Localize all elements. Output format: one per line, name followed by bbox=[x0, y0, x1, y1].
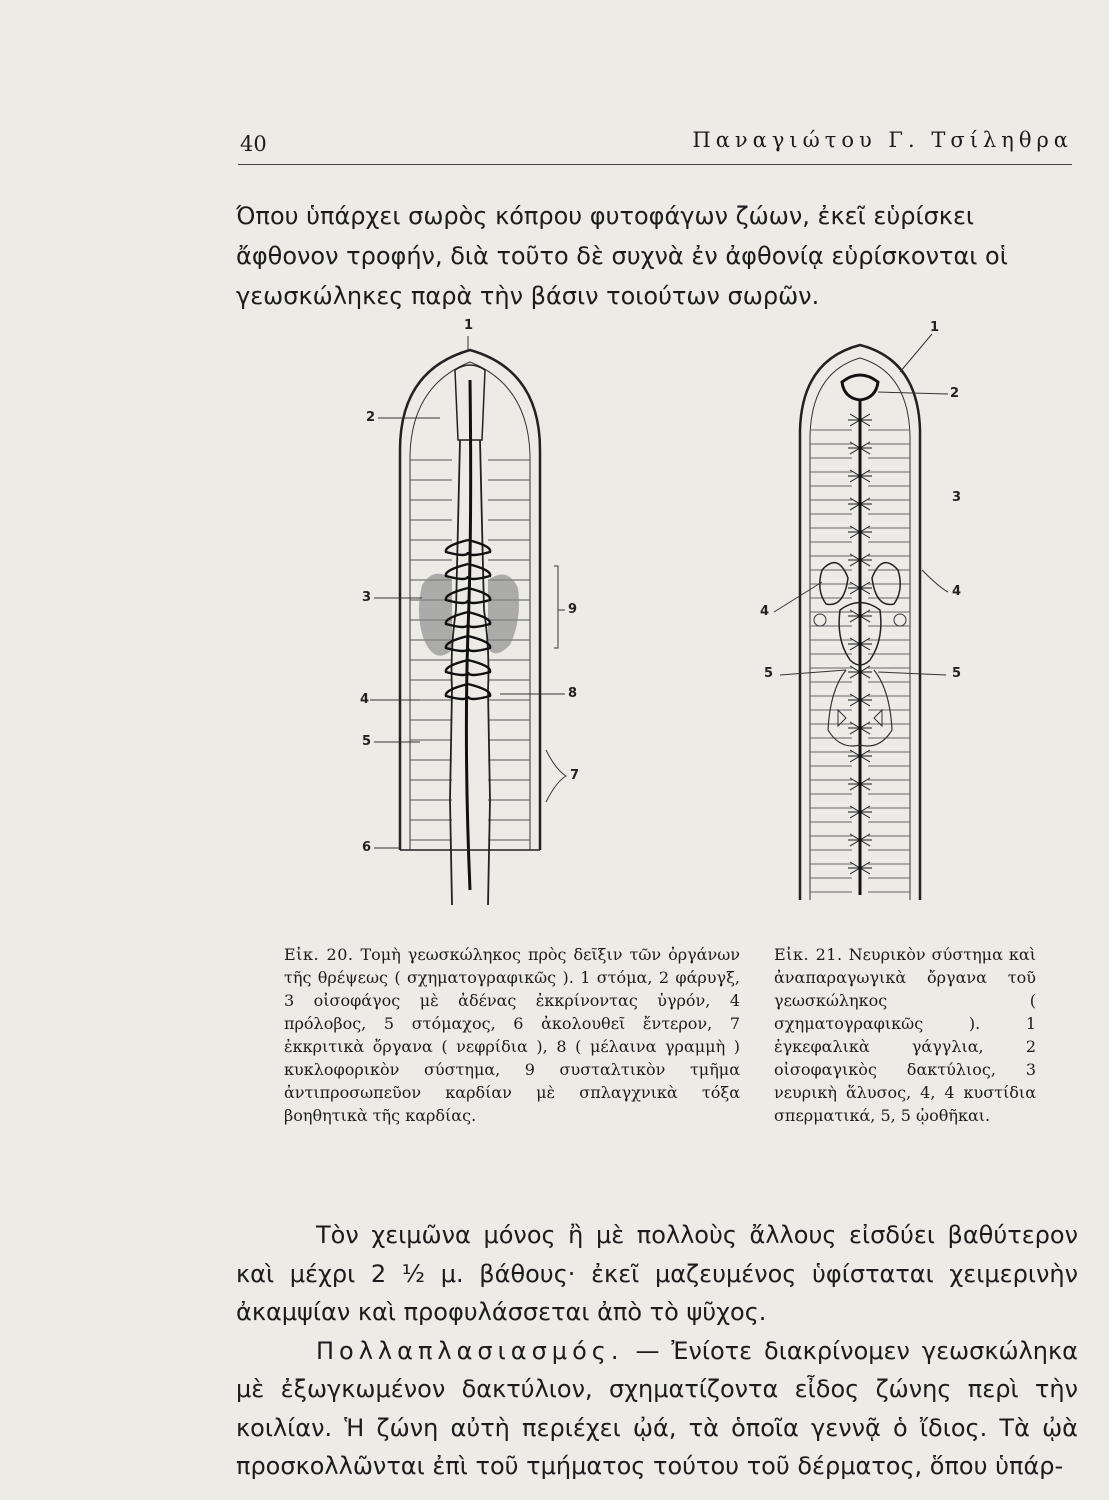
intro-paragraph bbox=[236, 196, 1076, 316]
fig20-label-3: 3 bbox=[362, 590, 372, 605]
fig20-label-4: 4 bbox=[360, 692, 370, 707]
fig21-label-3: 3 bbox=[952, 490, 962, 505]
figure-20-caption-text: Τομὴ γεωσκώληκος πρὸς δεῖξιν τῶν ὀργάνων τῆς θρέψεως ( σχηματογραφικῶς ). 1 στόμα, 2 φάρυγξ, 3 οἰσοφάγος μὲ ἀδένας ἐκκρίνοντας ὑγρόν, 4 πρόλοβος, 5 στόμαχος, 6 ἀκολουθεῖ ἔντερον, 7 ἐκκριτικὰ ὄργανα ( νεφρίδια ), 8 ( μέλαινα γραμμὴ ) κυκλοφορικὸν σύστημα, 9 συσταλτικὸν τμῆμα ἀντιπροσωπεῦον καρδίαν μὲ σπλαγχνικὰ τόξα βοηθητικὰ τῆς καρδίας. bbox=[284, 945, 740, 1125]
running-header-author: Παναγιώτου Γ. Τσίληθρα bbox=[692, 128, 1073, 152]
fig20-label-9: 9 bbox=[568, 602, 578, 617]
fig20-label-5: 5 bbox=[362, 734, 372, 749]
header-rule bbox=[238, 164, 1072, 165]
page-number: 40 bbox=[240, 132, 267, 156]
fig20-label-2: 2 bbox=[366, 410, 376, 425]
fig20-label-7: 7 bbox=[570, 768, 580, 783]
body-paragraph-2 bbox=[236, 1332, 1078, 1486]
fig21-label-1: 1 bbox=[930, 320, 940, 335]
body-paragraph-2-text: — Ἐνίοτε διακρίνομεν γεωσκώληκα μὲ ἐξωγκωμένον δακτύλιον, σχηματίζοντα εἶδος ζώνης περὶ τὴν κοιλίαν. Ἡ ζώνη αὐτὴ περιέχει ᾠά, τὰ ὁποῖα γεννᾷ ὁ ἴδιος. Τὰ ᾠὰ προσκολλῶνται ἐπὶ τοῦ τμήματος τούτου τοῦ δέρματος, ὅπου ὑπάρ- bbox=[236, 1336, 1078, 1480]
figure-21-caption bbox=[774, 943, 1036, 1127]
fig21-label-2: 2 bbox=[950, 386, 960, 401]
body-text bbox=[236, 1216, 1078, 1486]
fig21-label-5-right: 5 bbox=[952, 666, 962, 681]
figure-20-caption-title: Εἰκ. 20. bbox=[284, 945, 354, 964]
fig21-label-5-left: 5 bbox=[764, 666, 774, 681]
section-heading: Πολλαπλασιασμός. bbox=[316, 1336, 624, 1365]
figure-21-caption-title: Εἰκ. 21. bbox=[774, 945, 843, 964]
figure-20-illustration bbox=[360, 318, 590, 910]
fig20-label-8: 8 bbox=[568, 686, 578, 701]
fig21-label-4-left: 4 bbox=[760, 604, 770, 619]
body-paragraph-1: Τὸν χειμῶνα μόνος ἢ μὲ πολλοὺς ἄλλους εἰσδύει βαθύτερον καὶ μέχρι 2 ½ μ. βάθους· ἐκεῖ μαζευμένος ὑφίσταται χειμερινὴν ἀκαμψίαν καὶ προφυλάσσεται ἀπὸ τὸ ψῦχος. bbox=[236, 1221, 1078, 1326]
intro-text: Όπου ὑπάρχει σωρὸς κόπρου φυτοφάγων ζώων, ἐκεῖ εὑρίσκει ἄφθονον τροφήν, διὰ τοῦτο δὲ συχνὰ ἐν ἀφθονίᾳ εὑρίσκονται οἱ γεωσκώληκες παρὰ τὴν βάσιν τοιούτων σωρῶν. bbox=[236, 202, 1008, 310]
fig21-label-4-right: 4 bbox=[952, 584, 962, 599]
fig20-label-1: 1 bbox=[464, 318, 474, 333]
figure-21-caption-text: Νευρικὸν σύστημα καὶ ἀναπαραγωγικὰ ὄργανα τοῦ γεωσκώληκος ( σχηματογραφικῶς ). 1 ἐγκεφαλικὰ γάγγλια, 2 οἰσοφαγικὸς δακτύλιος, 3 νευρικὴ ἅλυσος, 4, 4 κυστίδια σπερματικά, 5, 5 ᾠοθῆκαι. bbox=[774, 945, 1036, 1125]
figure-21-illustration bbox=[760, 320, 980, 910]
fig20-label-6: 6 bbox=[362, 840, 372, 855]
figure-20-caption bbox=[284, 943, 740, 1127]
